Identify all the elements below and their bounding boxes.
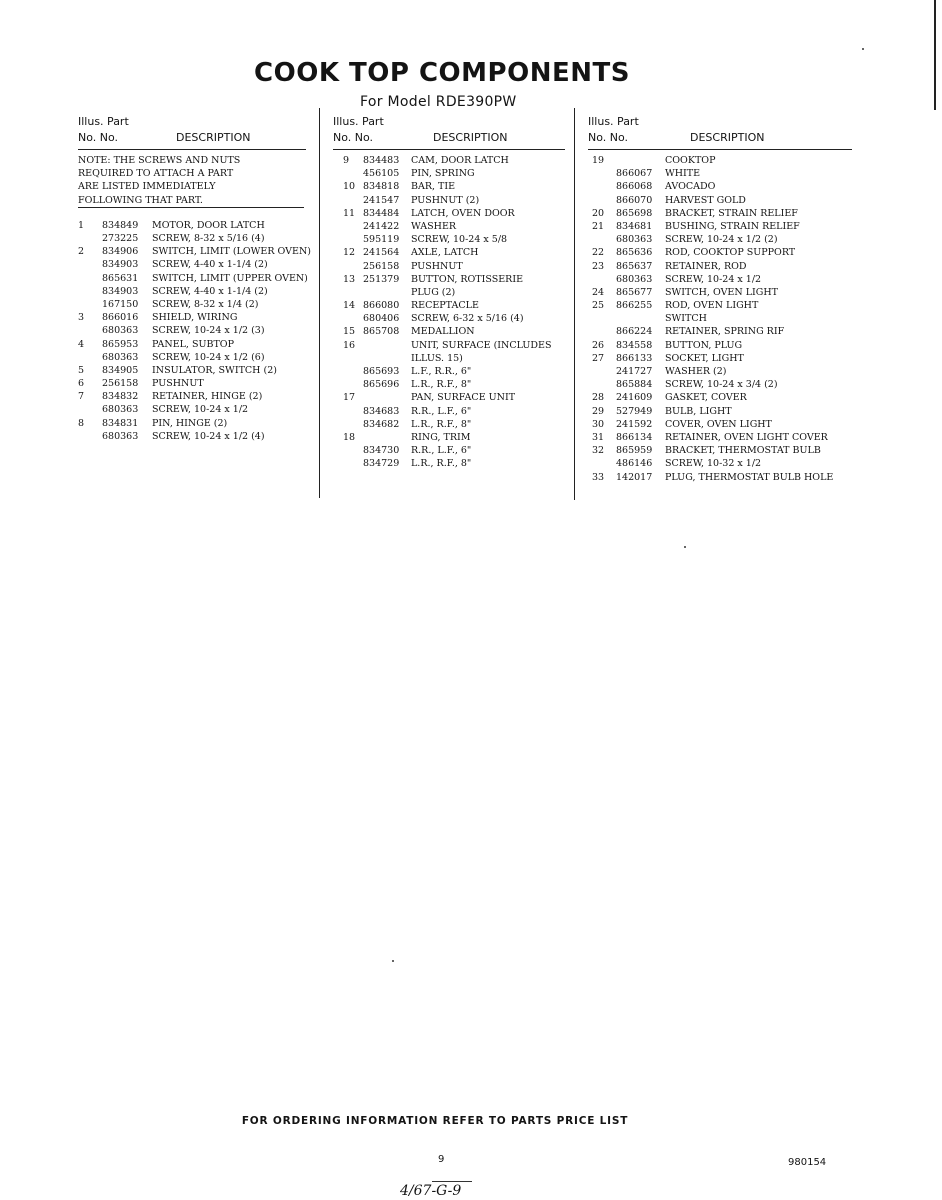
part-row xyxy=(588,418,852,431)
illus-number: 5 xyxy=(78,364,85,376)
column-header xyxy=(78,113,306,150)
part-description: L.R., R.F., 8" xyxy=(411,379,472,391)
part-row xyxy=(78,311,306,324)
part-row xyxy=(333,378,565,391)
part-row xyxy=(588,246,852,259)
scan-speck xyxy=(862,48,864,50)
part-description: GASKET, COVER xyxy=(665,392,747,404)
illus-number: 13 xyxy=(343,273,356,285)
part-row xyxy=(333,457,565,470)
attachment-note xyxy=(78,154,306,207)
part-description: BUTTON, PLUG xyxy=(665,339,743,351)
part-description: RING, TRIM xyxy=(411,431,471,443)
part-number: 527949 xyxy=(616,405,653,417)
part-number: 834558 xyxy=(616,339,653,351)
no-no-heading: No. No. xyxy=(588,131,629,144)
part-row xyxy=(588,154,852,167)
part-number: 680363 xyxy=(616,273,653,285)
part-row xyxy=(588,391,852,404)
part-number: 241609 xyxy=(616,392,653,404)
part-description: SCREW, 8-32 x 5/16 (4) xyxy=(152,233,265,244)
part-number: 865636 xyxy=(616,247,653,259)
note-line: REQUIRED TO ATTACH A PART xyxy=(78,168,234,180)
part-number: 167150 xyxy=(102,298,139,310)
illus-number: 11 xyxy=(343,207,356,219)
part-description: BUTTON, ROTISSERIE xyxy=(411,273,524,285)
illus-part-heading: Illus. Part xyxy=(588,115,639,128)
part-description: SCREW, 10-24 x 3/4 (2) xyxy=(665,379,778,391)
part-row xyxy=(78,219,306,232)
part-row xyxy=(78,351,306,364)
part-description: SWITCH, LIMIT (LOWER OVEN) xyxy=(152,246,311,258)
column-divider xyxy=(574,108,575,500)
part-number: 834903 xyxy=(102,285,139,297)
part-number: 834831 xyxy=(102,417,139,429)
part-row xyxy=(588,471,852,484)
part-row xyxy=(588,180,852,193)
part-description: SCREW, 10-24 x 1/2 (3) xyxy=(152,325,265,337)
illus-number: 20 xyxy=(592,207,605,219)
part-row xyxy=(333,444,565,457)
illus-number: 28 xyxy=(592,392,605,404)
part-description: WASHER (2) xyxy=(665,366,727,377)
illus-number: 12 xyxy=(343,247,356,259)
part-row xyxy=(588,457,852,470)
illus-number: 8 xyxy=(78,417,85,429)
part-description: MOTOR, DOOR LATCH xyxy=(152,219,265,231)
part-description: PLUG (2) xyxy=(411,286,456,298)
parts-list xyxy=(588,154,852,484)
part-number: 834905 xyxy=(102,364,139,376)
part-description: COVER, OVEN LIGHT xyxy=(665,418,772,430)
part-row xyxy=(333,405,565,418)
part-description: SCREW, 10-24 x 1/2 xyxy=(152,404,249,416)
part-number: 865953 xyxy=(102,338,139,350)
part-row xyxy=(78,245,311,258)
part-number: 866133 xyxy=(616,352,653,364)
part-number: 865637 xyxy=(616,260,653,272)
part-row xyxy=(588,260,852,273)
part-row xyxy=(333,418,565,431)
part-row xyxy=(333,273,565,286)
part-description: AXLE, LATCH xyxy=(411,247,479,259)
part-description: PAN, SURFACE UNIT xyxy=(411,392,516,404)
part-row xyxy=(78,324,306,337)
part-number: 680363 xyxy=(616,234,653,246)
illus-number: 31 xyxy=(592,431,605,443)
part-description: SCREW, 6-32 x 5/16 (4) xyxy=(411,313,524,325)
part-row xyxy=(78,430,306,443)
part-description: BRACKET, THERMOSTAT BULB xyxy=(665,445,821,457)
part-row xyxy=(333,154,565,167)
part-number: 865959 xyxy=(616,445,653,457)
illus-number: 9 xyxy=(343,155,350,166)
part-description: SOCKET, LIGHT xyxy=(665,352,744,364)
part-row xyxy=(588,194,852,207)
illus-number: 32 xyxy=(592,445,605,457)
part-description: SCREW, 10-24 x 1/2 (6) xyxy=(152,351,265,363)
part-description: BUSHING, STRAIN RELIEF xyxy=(665,220,800,232)
part-number: 595119 xyxy=(363,234,400,246)
illus-number: 1 xyxy=(78,219,85,231)
part-row xyxy=(333,167,565,180)
note-line: ARE LISTED IMMEDIATELY xyxy=(78,181,216,193)
part-row xyxy=(588,378,852,391)
part-description: PUSHNUT (2) xyxy=(411,194,480,206)
illus-part-heading: Illus. Part xyxy=(78,115,129,128)
part-number: 256158 xyxy=(102,378,139,390)
part-number: 241727 xyxy=(616,366,653,377)
column-header xyxy=(333,113,565,150)
part-row xyxy=(588,352,852,365)
part-number: 865708 xyxy=(363,326,400,338)
part-row xyxy=(588,405,852,418)
part-row xyxy=(333,431,565,444)
part-description: RETAINER, HINGE (2) xyxy=(152,391,263,403)
part-number: 865677 xyxy=(616,286,653,298)
parts-column-3 xyxy=(588,113,852,484)
part-number: 866067 xyxy=(616,168,653,180)
part-number: 241547 xyxy=(363,194,400,206)
note-line: FOLLOWING THAT PART. xyxy=(78,194,203,206)
part-number: 834484 xyxy=(363,207,400,219)
part-row xyxy=(333,260,565,273)
part-number: 834832 xyxy=(102,391,139,403)
part-number: 834730 xyxy=(363,445,400,457)
part-description: ROD, OVEN LIGHT xyxy=(665,300,759,312)
part-number: 866134 xyxy=(616,431,653,443)
description-heading: DESCRIPTION xyxy=(690,131,765,144)
part-number: 834729 xyxy=(363,458,400,470)
part-row xyxy=(588,365,852,378)
part-description: BAR, TIE xyxy=(411,181,456,193)
part-description: LATCH, OVEN DOOR xyxy=(411,207,515,219)
part-description: SWITCH, OVEN LIGHT xyxy=(665,286,778,298)
part-description: L.R., R.F., 8" xyxy=(411,458,472,470)
part-number: 241592 xyxy=(616,418,653,430)
part-description: PANEL, SUBTOP xyxy=(152,338,234,350)
part-row xyxy=(333,286,565,299)
part-number: 680363 xyxy=(102,404,139,416)
part-description: INSULATOR, SWITCH (2) xyxy=(152,364,277,376)
part-number: 834849 xyxy=(102,219,139,231)
part-description: CAM, DOOR LATCH xyxy=(411,155,509,166)
part-number: 834818 xyxy=(363,181,400,193)
part-row xyxy=(78,258,306,271)
part-number: 865698 xyxy=(616,207,653,219)
part-description: L.R., R.F., 8" xyxy=(411,418,472,430)
part-row xyxy=(78,285,306,298)
part-row xyxy=(588,431,852,444)
parts-list xyxy=(78,219,311,443)
handwritten-note: 4/67-G-9 xyxy=(400,1183,462,1199)
part-row xyxy=(333,325,565,338)
part-description: RETAINER, SPRING RIF xyxy=(665,326,785,338)
part-number: 680363 xyxy=(102,325,139,337)
part-description: SHIELD, WIRING xyxy=(152,312,238,324)
part-number: 834903 xyxy=(102,259,139,271)
note-divider xyxy=(78,207,304,208)
part-row xyxy=(78,390,306,403)
illus-number: 16 xyxy=(343,339,356,351)
illus-number: 18 xyxy=(343,431,356,443)
part-row xyxy=(78,377,306,390)
parts-column-2 xyxy=(333,113,565,471)
document-number: 980154 xyxy=(788,1157,827,1168)
part-row xyxy=(588,220,852,233)
illus-number: 33 xyxy=(592,471,605,483)
part-number: 241564 xyxy=(363,247,400,259)
part-row xyxy=(78,232,306,245)
part-number: 866070 xyxy=(616,194,653,206)
part-row xyxy=(333,339,565,352)
part-row xyxy=(588,273,852,286)
part-number: 273225 xyxy=(102,233,139,244)
illus-number: 29 xyxy=(592,405,605,417)
part-description: L.F., R.R., 6" xyxy=(411,366,472,377)
part-row xyxy=(78,272,306,285)
part-description: SCREW, 10-24 x 1/2 (2) xyxy=(665,234,778,246)
illus-number: 24 xyxy=(592,286,605,298)
column-divider xyxy=(319,108,320,498)
illus-number: 19 xyxy=(592,155,605,166)
part-description: SCREW, 4-40 x 1-1/4 (2) xyxy=(152,285,268,297)
illus-number: 3 xyxy=(78,312,85,324)
part-description: SCREW, 10-32 x 1/2 xyxy=(665,458,762,470)
illus-number: 17 xyxy=(343,392,356,404)
part-row xyxy=(333,194,565,207)
part-description: SCREW, 10-24 x 1/2 xyxy=(665,273,762,285)
part-row xyxy=(333,391,565,404)
part-description: PLUG, THERMOSTAT BULB HOLE xyxy=(665,471,834,483)
part-row xyxy=(588,299,852,312)
illus-number: 6 xyxy=(78,378,85,390)
illus-number: 23 xyxy=(592,260,605,272)
part-number: 256158 xyxy=(363,260,400,272)
part-description: WASHER xyxy=(411,220,457,232)
part-row xyxy=(588,233,852,246)
part-number: 834483 xyxy=(363,155,400,166)
part-row xyxy=(333,220,565,233)
illus-number: 7 xyxy=(78,391,85,403)
part-row xyxy=(333,352,565,365)
part-row xyxy=(78,417,306,430)
part-row xyxy=(588,339,852,352)
part-row xyxy=(588,325,852,338)
part-row xyxy=(588,207,852,220)
part-description: MEDALLION xyxy=(411,326,475,338)
part-number: 834681 xyxy=(616,220,653,232)
description-heading: DESCRIPTION xyxy=(433,131,508,144)
part-row xyxy=(78,364,306,377)
part-description: SCREW, 8-32 x 1/4 (2) xyxy=(152,298,259,310)
illus-number: 10 xyxy=(343,181,356,193)
parts-column-1 xyxy=(78,113,311,443)
part-description: R.R., L.F., 6" xyxy=(411,405,472,417)
part-description: SCREW, 10-24 x 5/8 xyxy=(411,234,508,246)
part-description: PUSHNUT xyxy=(411,260,463,272)
part-row xyxy=(333,233,565,246)
part-description: PIN, HINGE (2) xyxy=(152,417,228,429)
illus-number: 22 xyxy=(592,247,605,259)
illus-part-heading: Illus. Part xyxy=(333,115,384,128)
illus-number: 30 xyxy=(592,418,605,430)
part-description: SCREW, 10-24 x 1/2 (4) xyxy=(152,430,265,442)
illus-number: 26 xyxy=(592,339,605,351)
parts-list xyxy=(333,154,565,471)
part-row xyxy=(78,403,306,416)
part-row xyxy=(333,246,565,259)
part-description: SCREW, 4-40 x 1-1/4 (2) xyxy=(152,259,268,271)
part-number: 866016 xyxy=(102,312,139,324)
part-description: R.R., L.F., 6" xyxy=(411,445,472,457)
illus-number: 15 xyxy=(343,326,356,338)
part-description: ILLUS. 15) xyxy=(411,352,463,364)
handwritten-rule xyxy=(432,1181,472,1182)
no-no-heading: No. No. xyxy=(333,131,374,144)
part-description: WHITE xyxy=(665,168,701,180)
part-row xyxy=(333,207,565,220)
part-description: SWITCH, LIMIT (UPPER OVEN) xyxy=(152,272,308,284)
part-number: 834682 xyxy=(363,418,400,430)
part-row xyxy=(588,312,852,325)
part-row xyxy=(78,298,306,311)
part-description: COOKTOP xyxy=(665,155,716,166)
scan-edge-mark xyxy=(934,0,936,110)
part-description: SWITCH xyxy=(665,313,707,325)
description-heading: DESCRIPTION xyxy=(176,131,251,144)
column-header xyxy=(588,113,852,150)
part-number: 865693 xyxy=(363,366,400,377)
illus-number: 2 xyxy=(78,246,85,258)
no-no-heading: No. No. xyxy=(78,131,119,144)
illus-number: 27 xyxy=(592,352,605,364)
part-row xyxy=(588,444,852,457)
part-number: 680363 xyxy=(102,430,139,442)
illus-number: 14 xyxy=(343,300,356,312)
page-number: 9 xyxy=(438,1154,445,1165)
part-description: PUSHNUT xyxy=(152,378,204,390)
scan-speck xyxy=(392,960,394,962)
part-number: 865884 xyxy=(616,379,653,391)
model-subtitle: For Model RDE390PW xyxy=(360,94,517,110)
part-number: 456105 xyxy=(363,168,400,180)
part-description: PIN, SPRING xyxy=(411,168,475,180)
part-description: AVOCADO xyxy=(665,181,716,193)
part-number: 486146 xyxy=(616,458,653,470)
part-number: 680406 xyxy=(363,313,400,325)
part-description: ROD, COOKTOP SUPPORT xyxy=(665,247,796,259)
illus-number: 21 xyxy=(592,220,605,232)
illus-number: 4 xyxy=(78,338,85,350)
part-description: RECEPTACLE xyxy=(411,300,479,312)
part-description: RETAINER, OVEN LIGHT COVER xyxy=(665,431,828,443)
part-description: BRACKET, STRAIN RELIEF xyxy=(665,207,798,219)
part-number: 241422 xyxy=(363,220,400,232)
part-description: UNIT, SURFACE (INCLUDES xyxy=(411,339,552,351)
part-number: 866080 xyxy=(363,300,400,312)
part-number: 834683 xyxy=(363,405,400,417)
part-description: RETAINER, ROD xyxy=(665,260,747,272)
part-number: 865696 xyxy=(363,379,400,391)
part-row xyxy=(333,299,565,312)
part-row xyxy=(588,167,852,180)
part-row xyxy=(333,365,565,378)
part-number: 865631 xyxy=(102,272,139,284)
page-title: COOK TOP COMPONENTS xyxy=(254,58,630,88)
part-description: BULB, LIGHT xyxy=(665,405,732,417)
part-number: 866068 xyxy=(616,181,653,193)
part-description: HARVEST GOLD xyxy=(665,194,746,206)
part-number: 866255 xyxy=(616,300,653,312)
scan-speck xyxy=(684,546,686,548)
part-row xyxy=(78,338,306,351)
part-row xyxy=(333,180,565,193)
part-number: 680363 xyxy=(102,351,139,363)
part-row xyxy=(588,286,852,299)
note-line: NOTE: THE SCREWS AND NUTS xyxy=(78,155,241,166)
part-number: 251379 xyxy=(363,273,400,285)
part-number: 142017 xyxy=(616,471,653,483)
ordering-footer: FOR ORDERING INFORMATION REFER TO PARTS PRICE LIST xyxy=(241,1115,629,1127)
part-number: 866224 xyxy=(616,326,653,338)
part-row xyxy=(333,312,565,325)
illus-number: 25 xyxy=(592,300,605,312)
part-number: 834906 xyxy=(102,246,139,258)
